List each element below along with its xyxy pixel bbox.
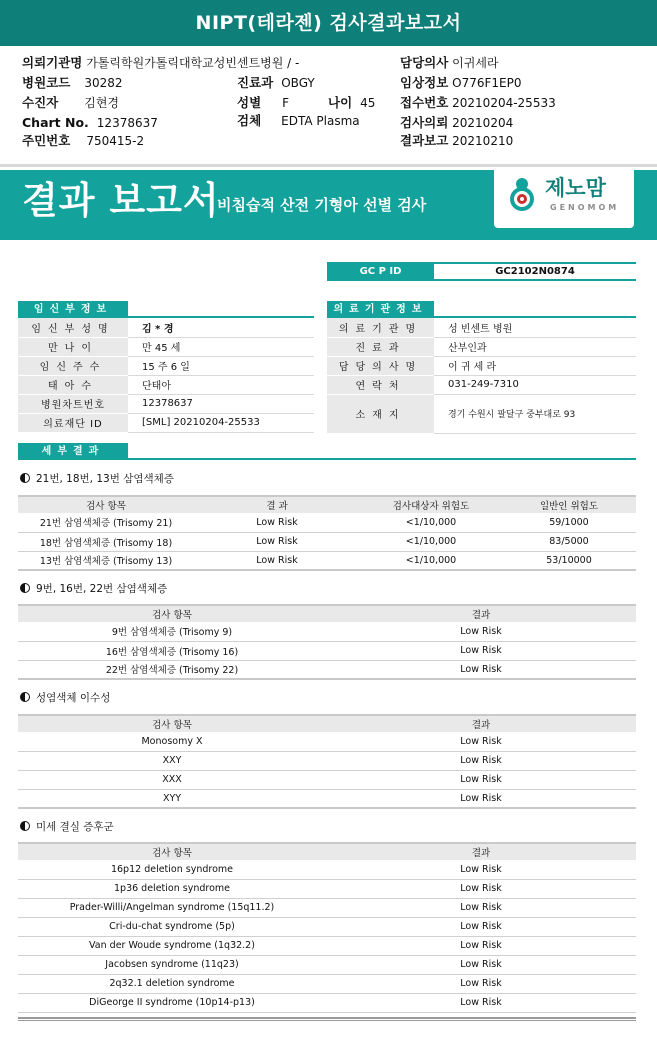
cell: Low Risk [326, 770, 636, 789]
patient-key: 만나이 [18, 337, 128, 356]
patient-row [18, 318, 314, 337]
patient-value: 12378637 [128, 394, 314, 413]
table-row [18, 751, 636, 770]
receipt-label: 접수번호 [400, 95, 449, 110]
hospital-value: 031-249-7310 [434, 375, 636, 394]
collector-label: 수진자 [22, 95, 59, 110]
rrn-field [22, 133, 144, 149]
cell: Low Risk [326, 860, 636, 879]
col-header: 결과 [326, 605, 636, 622]
dept-label: 진료과 [237, 75, 274, 90]
report-date-label: 결과보고 [400, 133, 449, 148]
cell: XXX [18, 770, 326, 789]
cell: Low Risk [194, 513, 360, 532]
hospital-key: 담당의사명 [327, 356, 434, 375]
hospital-row [327, 318, 636, 337]
table-row [18, 936, 636, 955]
cell: Van der Woude syndrome (1q32.2) [18, 936, 326, 955]
cell: Low Risk [326, 789, 636, 808]
cell: Low Risk [194, 532, 360, 551]
table-row [18, 622, 636, 641]
rrn-value: 750415-2 [86, 134, 145, 148]
cell: 16p12 deletion syndrome [18, 860, 326, 879]
hospital-row [327, 356, 636, 375]
col-header: 검사대상자 위험도 [360, 496, 502, 513]
table-row [18, 641, 636, 660]
hospital-value: 경기 수원시 팔달구 중부대로 93 [434, 394, 636, 433]
table-row [18, 551, 636, 570]
hospital-row [327, 394, 636, 433]
logo-subtitle: GENOMOM [550, 203, 620, 212]
report-title: NIPT(테라젠) 검사결과보고서 [0, 0, 657, 46]
patient-info-table [18, 318, 314, 433]
col-header: 일반인 위험도 [502, 496, 636, 513]
table-row [18, 860, 636, 879]
cell: XXY [18, 751, 326, 770]
gcp-id-label: GC P ID [327, 262, 434, 281]
age-value: 45 [360, 96, 376, 110]
document-end-divider [18, 1017, 636, 1021]
patient-key: 임신부성명 [18, 318, 128, 337]
chart-label: Chart No. [22, 115, 89, 130]
col-header: 검사 항목 [18, 843, 326, 860]
col-header: 검사 항목 [18, 496, 194, 513]
logo-icon [506, 176, 538, 212]
cell: DiGeorge II syndrome (10p14-p13) [18, 993, 326, 1012]
hospital-value: 이 귀 세 라 [434, 356, 636, 375]
hospital-code-value: 30282 [84, 76, 123, 90]
cell: Low Risk [326, 732, 636, 751]
cell: <1/10,000 [360, 551, 502, 570]
report-header [0, 47, 657, 167]
table-row [18, 770, 636, 789]
patient-row [18, 375, 314, 394]
hospital-row [327, 375, 636, 394]
hospital-key: 소재지 [327, 394, 434, 433]
group1-title [20, 472, 174, 486]
receipt-field [400, 95, 556, 111]
patient-value: 단태아 [128, 375, 314, 394]
cell: Low Risk [326, 993, 636, 1012]
chart-field [22, 115, 158, 131]
hospital-info-table [327, 318, 636, 434]
collector-field [22, 95, 119, 111]
cell: Low Risk [326, 898, 636, 917]
half-circle-icon [20, 821, 30, 831]
dept-field [237, 75, 315, 91]
results-section-line [128, 458, 636, 460]
banner-title: 결과 보고서 [22, 179, 220, 222]
group1-title-text: 21번, 18번, 13번 삼염색체증 [36, 473, 174, 485]
col-header: 결과 [326, 715, 636, 732]
cell: 18번 삼염색체증 (Trisomy 18) [18, 532, 194, 551]
patient-value: [SML] 20210204-25533 [128, 413, 314, 432]
group4-header-row [18, 843, 636, 860]
request-date-label: 검사의뢰 [400, 115, 449, 130]
half-circle-icon [20, 583, 30, 593]
patient-value: 15 주 6 일 [128, 356, 314, 375]
table-row [18, 993, 636, 1012]
cell: Low Risk [326, 879, 636, 898]
col-header: 결 과 [194, 496, 360, 513]
patient-row [18, 413, 314, 432]
half-circle-icon [20, 473, 30, 483]
table-row [18, 732, 636, 751]
sex-field [237, 95, 289, 111]
cell: Low Risk [194, 551, 360, 570]
report-date-value: 20210210 [452, 134, 514, 148]
patient-section-label: 임신부정보 [18, 301, 128, 318]
report-banner [0, 170, 657, 240]
table-row [18, 955, 636, 974]
group2-title [20, 582, 167, 596]
table-row [18, 879, 636, 898]
doctor-value: 이귀세라 [452, 56, 499, 70]
patient-key: 병원차트번호 [18, 394, 128, 413]
group4-title-text: 미세 결실 증후군 [36, 821, 114, 833]
cell: 53/10000 [502, 551, 636, 570]
table-row [18, 660, 636, 679]
rrn-label: 주민번호 [22, 133, 71, 148]
group2-header-row [18, 605, 636, 622]
cell: Low Risk [326, 641, 636, 660]
patient-row [18, 394, 314, 413]
specimen-value: EDTA Plasma [281, 114, 360, 128]
patient-row [18, 337, 314, 356]
hospital-value: 산부인과 [434, 337, 636, 356]
cell: 1p36 deletion syndrome [18, 879, 326, 898]
group4-table [18, 842, 636, 1013]
cell: 13번 삼염색체증 (Trisomy 13) [18, 551, 194, 570]
table-row [18, 898, 636, 917]
group4-title [20, 820, 114, 834]
gcp-id-value: GC2102N0874 [434, 262, 636, 281]
sex-value: F [282, 96, 290, 110]
doctor-label: 담당의사 [400, 55, 449, 70]
genomom-logo [494, 170, 634, 228]
group1-header-row [18, 496, 636, 513]
hospital-key: 연락처 [327, 375, 434, 394]
cell: Low Risk [326, 917, 636, 936]
cell: 2q32.1 deletion syndrome [18, 974, 326, 993]
group2-title-text: 9번, 16번, 22번 삼염색체증 [36, 583, 168, 595]
group1-table [18, 495, 636, 571]
cell: 22번 삼염색체증 (Trisomy 22) [18, 660, 326, 679]
age-label: 나이 [328, 95, 353, 110]
cell: Prader-Willi/Angelman syndrome (15q11.2) [18, 898, 326, 917]
half-circle-icon [20, 692, 30, 702]
institution-value: 가톨릭학원가톨릭대학교성빈센트병원 / - [86, 56, 300, 70]
specimen-field [237, 113, 360, 129]
patient-value: 만 45 세 [128, 337, 314, 356]
hospital-value: 성 빈센트 병원 [434, 318, 636, 337]
sex-label: 성별 [237, 95, 262, 110]
results-section-label: 세부결과 [18, 443, 128, 460]
cell: 59/1000 [502, 513, 636, 532]
cell: Low Risk [326, 936, 636, 955]
banner-subtitle: 비침습적 산전 기형아 선별 검사 [217, 196, 427, 214]
patient-value: 김 * 경 [128, 318, 314, 337]
group3-table [18, 714, 636, 809]
request-date-value: 20210204 [452, 116, 514, 130]
cell: Jacobsen syndrome (11q23) [18, 955, 326, 974]
cell: <1/10,000 [360, 532, 502, 551]
cell: 83/5000 [502, 532, 636, 551]
clinical-field [400, 75, 521, 91]
group3-header-row [18, 715, 636, 732]
cell: Monosomy X [18, 732, 326, 751]
cell: 16번 삼염색체증 (Trisomy 16) [18, 641, 326, 660]
clinical-value: O776F1EP0 [452, 76, 522, 90]
cell: <1/10,000 [360, 513, 502, 532]
table-row [18, 974, 636, 993]
patient-key: 임신주수 [18, 356, 128, 375]
hospital-section-label: 의료기관정보 [327, 301, 434, 318]
table-row [18, 513, 636, 532]
col-header: 검사 항목 [18, 605, 326, 622]
table-row [18, 917, 636, 936]
institution-field [22, 55, 299, 71]
hospital-key: 의료기관명 [327, 318, 434, 337]
hospital-key: 진료과 [327, 337, 434, 356]
institution-label: 의뢰기관명 [22, 55, 83, 70]
table-row [18, 532, 636, 551]
group3-title [20, 691, 110, 705]
doctor-field [400, 55, 499, 71]
patient-key: 태아수 [18, 375, 128, 394]
cell: Low Risk [326, 622, 636, 641]
cell: Low Risk [326, 974, 636, 993]
chart-value: 12378637 [96, 116, 158, 130]
col-header: 결과 [326, 843, 636, 860]
collector-value: 김현경 [84, 96, 120, 110]
patient-row [18, 356, 314, 375]
group2-table [18, 604, 636, 680]
cell: Cri-du-chat syndrome (5p) [18, 917, 326, 936]
patient-key: 의료재단 ID [18, 413, 128, 432]
cell: Low Risk [326, 751, 636, 770]
hospital-code-field [22, 75, 123, 91]
col-header: 검사 항목 [18, 715, 326, 732]
cell: 9번 삼염색체증 (Trisomy 9) [18, 622, 326, 641]
cell: 21번 삼염색체증 (Trisomy 21) [18, 513, 194, 532]
dept-value: OBGY [281, 76, 315, 90]
request-date-field [400, 115, 513, 131]
age-field [328, 95, 375, 111]
receipt-value: 20210204-25533 [452, 96, 556, 110]
clinical-label: 임상정보 [400, 75, 449, 90]
cell: Low Risk [326, 955, 636, 974]
cell: XYY [18, 789, 326, 808]
logo-name: 제노맘 [545, 176, 606, 200]
report-date-field [400, 133, 513, 149]
hospital-row [327, 337, 636, 356]
group3-title-text: 성염색체 이수성 [36, 692, 111, 704]
hospital-code-label: 병원코드 [22, 75, 71, 90]
cell: Low Risk [326, 660, 636, 679]
table-row [18, 789, 636, 808]
specimen-label: 검체 [237, 113, 262, 128]
